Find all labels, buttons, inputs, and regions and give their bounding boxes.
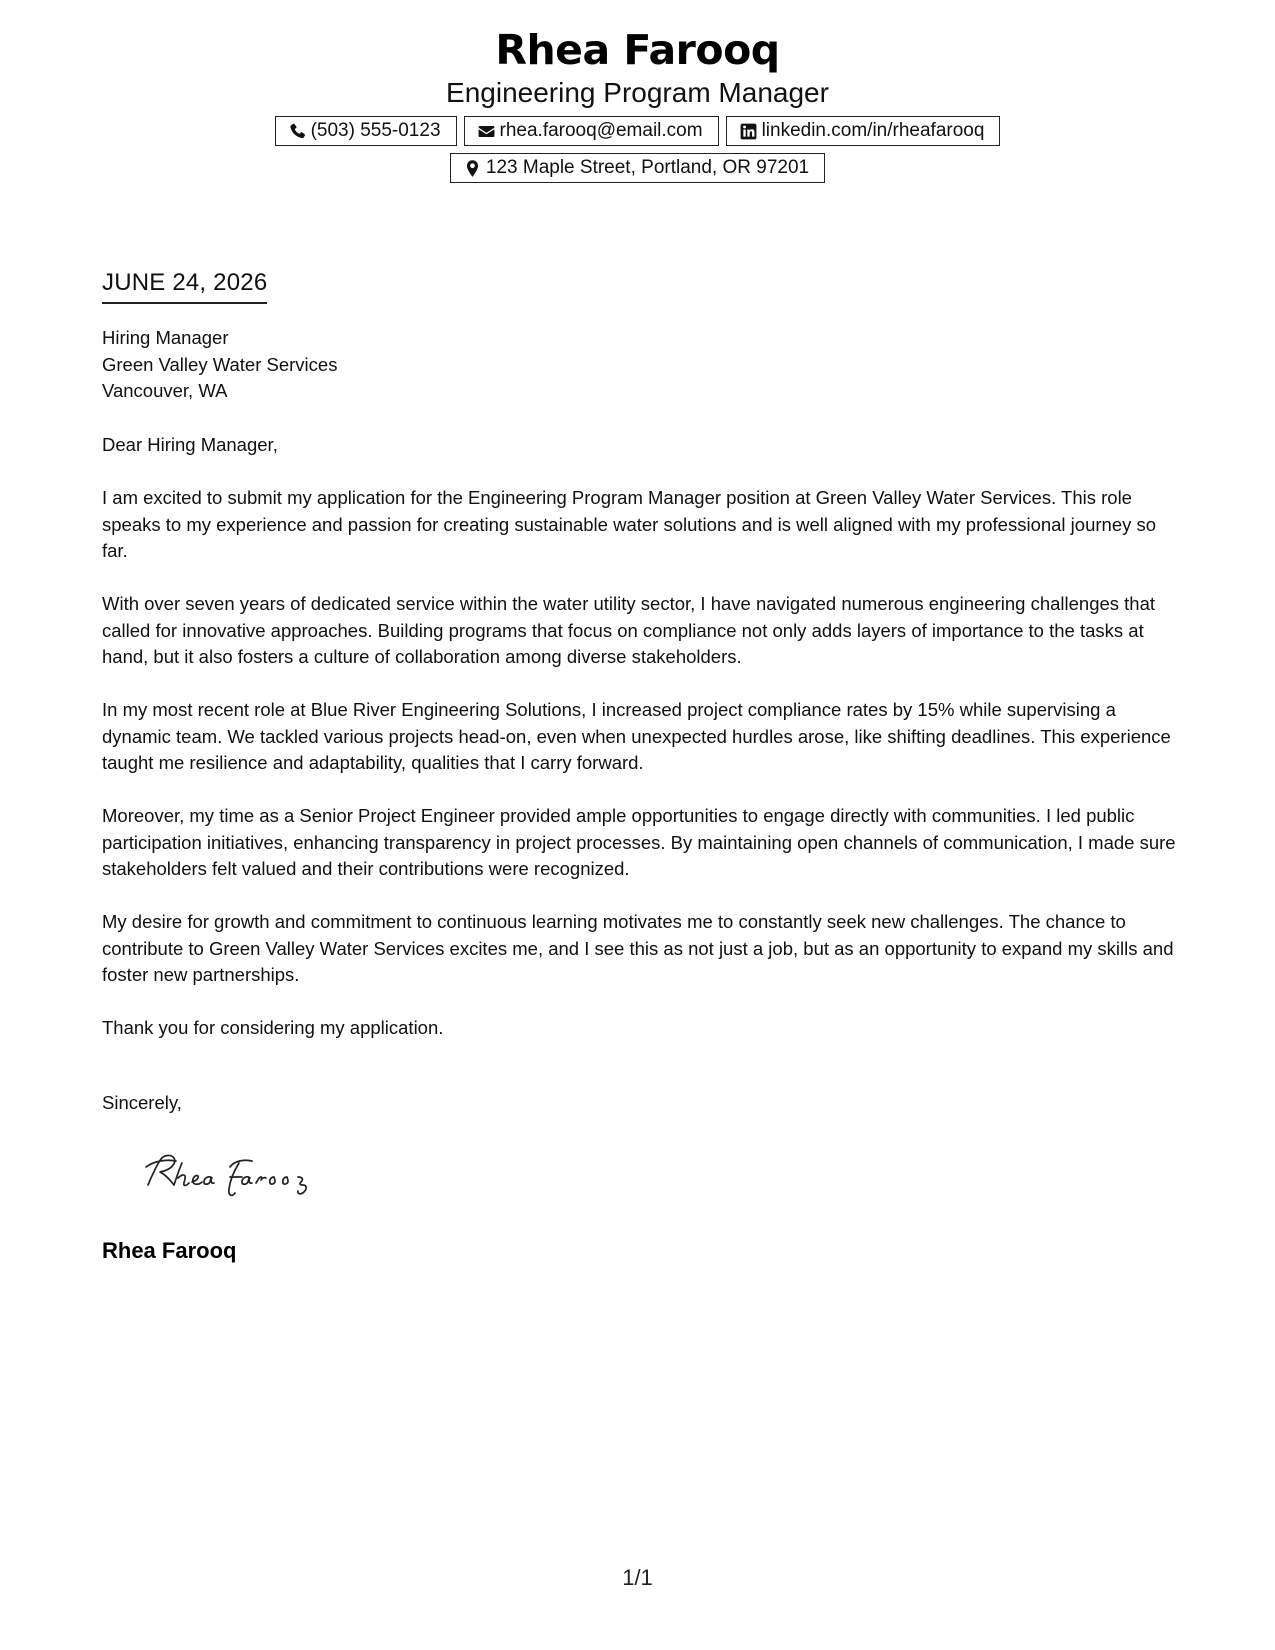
address-row: [0, 153, 1275, 183]
page-indicator: 1/1: [622, 1565, 653, 1590]
signer-name: Rhea Farooq: [102, 1238, 237, 1263]
contact-email: [464, 116, 719, 146]
body-paragraph: My desire for growth and commitment to continuous learning motivates me to constantly seek new challenges. The chance to contribute to Green Valley Water Services excites me, and I see this as not just a job, but as an opportunity to expand my skills and foster new partnerships.: [102, 911, 1174, 985]
phone-text: (503) 555-0123: [310, 120, 441, 141]
signature-image: [140, 1145, 340, 1205]
letter-date: JUNE 24, 2026: [102, 269, 268, 296]
valediction: Sincerely,: [102, 1092, 182, 1113]
body-paragraph: With over seven years of dedicated service within the water utility sector, I have navigated numerous engineering challenges that called for innovative approaches. Building programs that focus on compliance not only adds layers of importance to the tasks at hand, but it also fosters a culture of collaboration among diverse stakeholders.: [102, 593, 1156, 667]
map-marker-icon: [463, 159, 482, 178]
recipient-block: [102, 325, 337, 405]
handwritten-signature: [140, 1145, 340, 1210]
salutation: Dear Hiring Manager,: [102, 434, 278, 455]
date-underline: [102, 302, 267, 304]
applicant-name: Rhea Farooq: [495, 26, 780, 74]
phone-icon: [288, 122, 307, 141]
contact-linkedin: [726, 116, 1001, 146]
date-block: [102, 268, 267, 304]
envelope-icon: [477, 122, 496, 141]
recipient-line: Hiring Manager: [102, 327, 229, 348]
address-text: 123 Maple Street, Portland, OR 97201: [485, 157, 810, 178]
linkedin-text: linkedin.com/in/rheafarooq: [761, 120, 985, 141]
recipient-line: Green Valley Water Services: [102, 353, 338, 375]
letter-body: [102, 432, 1177, 1068]
letter-header: [0, 24, 1275, 183]
contact-row: [0, 116, 1275, 146]
applicant-title: Engineering Program Manager: [446, 77, 829, 108]
body-paragraph: Moreover, my time as a Senior Project Engineer provided ample opportunities to engage directly with communities. I led public participation initiatives, enhancing transparency in project processes. By maintaining open channels of communication, I made sure stakeholders felt valued and their contributions were recognized.: [102, 805, 1176, 879]
contact-address: [450, 153, 825, 183]
body-paragraph: In my most recent role at Blue River Engineering Solutions, I increased project compliance rates by 15% while supervising a dynamic team. We tackled various projects head-on, even when unexpected hurdles arose, like shifting deadlines. This experience taught me resilience and adaptability, qualities that I carry forward.: [102, 699, 1171, 773]
linkedin-icon: [739, 122, 758, 141]
recipient-line: Vancouver, WA: [102, 380, 228, 401]
email-text: rhea.farooq@email.com: [499, 120, 703, 141]
thanks-line: Thank you for considering my application.: [102, 1017, 444, 1038]
contact-phone: [275, 116, 457, 146]
body-paragraph: I am excited to submit my application for the Engineering Program Manager position at Green Valley Water Services. This role speaks to my experience and passion for creating sustainable water solutions and is well aligned with my professional journey so far.: [102, 487, 1157, 561]
